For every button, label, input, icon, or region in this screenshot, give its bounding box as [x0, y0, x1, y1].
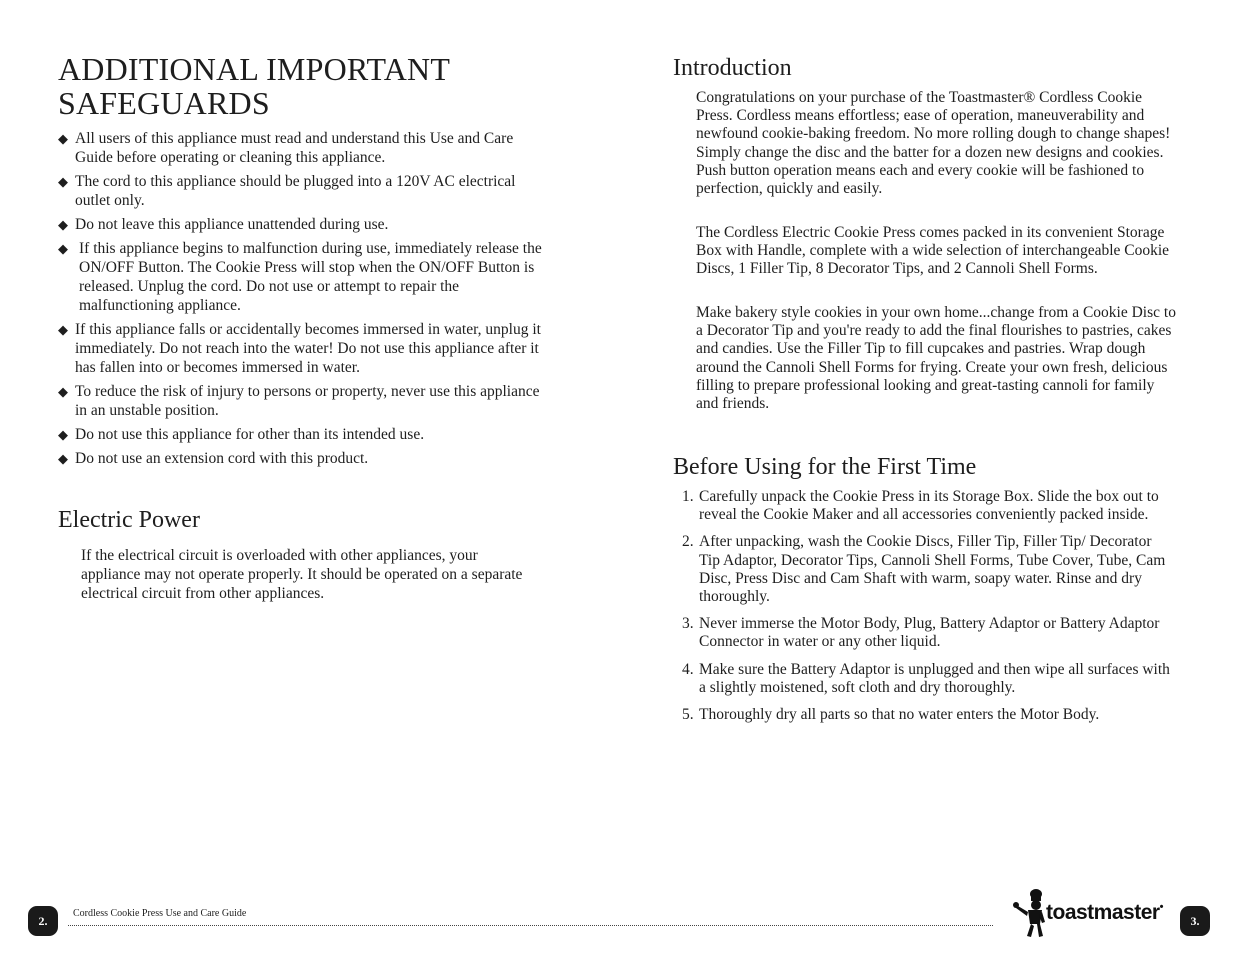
electric-power-text: If the electrical circuit is overloaded with other appliances, your appliance may not operate properly. It should be operated on a separate electrical circuit from other appliances. — [81, 547, 523, 602]
list-item: ◆ All users of this appliance must read and understand this Use and Care Guide before operating or cleaning this appliance. — [58, 130, 514, 166]
step-number: 2. — [682, 533, 694, 551]
list-item: 3. Never immerse the Motor Body, Plug, Battery Adaptor or Battery Adaptor Connector in water or any other liquid. — [682, 615, 1160, 651]
step-number: 3. — [682, 615, 694, 633]
footer-divider — [68, 925, 993, 926]
diamond-bullet-icon: ◆ — [58, 174, 68, 189]
before-using-steps — [682, 488, 1172, 733]
list-item: ◆ If this appliance begins to malfunction during use, immediately release the ON/OFF Button. The Cookie Press will stop when the ON/OFF Button is released. Unplug the cord. Do not use or attempt to repair the malfunctioning appliance. — [58, 240, 542, 314]
diamond-bullet-icon: ◆ — [58, 131, 68, 146]
introduction-paragraph: Make bakery style cookies in your own home...change from a Cookie Disc to a Decorator Tip and you're ready to add the final flourishes to pastries, cakes and candies. Use the Filler Tip to fill cupcakes and pastries. Wrap dough around the Cannoli Shell Forms for frying. Create your own fresh, delicious filling to prepare professional looking and great-tasting cannoli for family and friends. — [696, 304, 1176, 413]
list-item: ◆ Do not use this appliance for other than its intended use. — [58, 426, 425, 443]
introduction-paragraph: Congratulations on your purchase of the Toastmaster® Cordless Cookie Press. Cordless means effortless; ease of operation, maneuverability and newfound cookie-baking freedom. No more rolling dough to change shapes! Simply change the disc and the batter for a dozen new designs and cookies. Push button operation means each and every cookie will be fashioned to perfection, quickly and easily. — [696, 89, 1171, 198]
list-item: ◆ To reduce the risk of injury to persons or property, never use this appliance in an unstable position. — [58, 383, 540, 419]
diamond-bullet-icon: ◆ — [58, 384, 68, 399]
brand-name: toastmaster• — [1046, 901, 1163, 924]
step-number: 4. — [682, 660, 694, 678]
list-item: ◆ The cord to this appliance should be plugged into a 120V AC electrical outlet only. — [58, 173, 516, 209]
list-item: ◆ Do not use an extension cord with this product. — [58, 450, 369, 467]
safeguards-list — [58, 129, 548, 473]
diamond-bullet-icon: ◆ — [58, 322, 68, 337]
page-number-left: 2. — [28, 906, 58, 936]
list-item: ◆ If this appliance falls or accidentally becomes immersed in water, unplug it immediately. Do not reach into the water! Do not use this appliance after it has fallen into or becomes immersed in water. — [58, 321, 541, 376]
list-item: 2. After unpacking, wash the Cookie Discs, Filler Tip, Filler Tip/ Decorator Tip Adaptor, Decorator Tips, Cannoli Shell Forms, Tube Cover, Tube, Cam Disc, Press Disc and Cam Shaft with warm, soapy water. Rinse and dry thoroughly. — [682, 533, 1166, 606]
electric-power-title: Electric Power — [58, 507, 200, 533]
introduction-paragraph: The Cordless Electric Cookie Press comes packed in its convenient Storage Box with Handle, complete with a wide selection of interchangeable Cookie Discs, 1 Filler Tip, 8 Decorator Tips, and 2 Cannoli Shell Forms. — [696, 224, 1170, 278]
list-item: 5. Thoroughly dry all parts so that no water enters the Motor Body. — [682, 706, 1100, 724]
list-item: 4. Make sure the Battery Adaptor is unplugged and then wipe all surfaces with a slightly moistened, soft cloth and dry thoroughly. — [682, 660, 1170, 696]
list-item: 1. Carefully unpack the Cookie Press in its Storage Box. Slide the box out to reveal the Cookie Maker and all accessories conveniently packed inside. — [682, 488, 1159, 524]
page-number-right: 3. — [1180, 906, 1210, 936]
before-using-title: Before Using for the First Time — [673, 454, 977, 480]
diamond-bullet-icon: ◆ — [58, 217, 68, 232]
toastmaster-logo — [1012, 888, 1170, 940]
introduction-title: Introduction — [673, 55, 792, 81]
brand-mark: • — [1159, 901, 1163, 913]
step-number: 1. — [682, 488, 694, 505]
list-item: ◆ Do not leave this appliance unattended during use. — [58, 216, 389, 233]
safeguards-title: ADDITIONAL IMPORTANT SAFEGUARDS — [58, 51, 450, 121]
diamond-bullet-icon: ◆ — [58, 451, 68, 466]
step-number: 5. — [682, 706, 694, 724]
chef-mascot-icon — [1012, 888, 1046, 940]
footer-guide-title: Cordless Cookie Press Use and Care Guide — [73, 908, 247, 919]
diamond-bullet-icon: ◆ — [58, 427, 68, 442]
diamond-bullet-icon: ◆ — [58, 241, 68, 256]
